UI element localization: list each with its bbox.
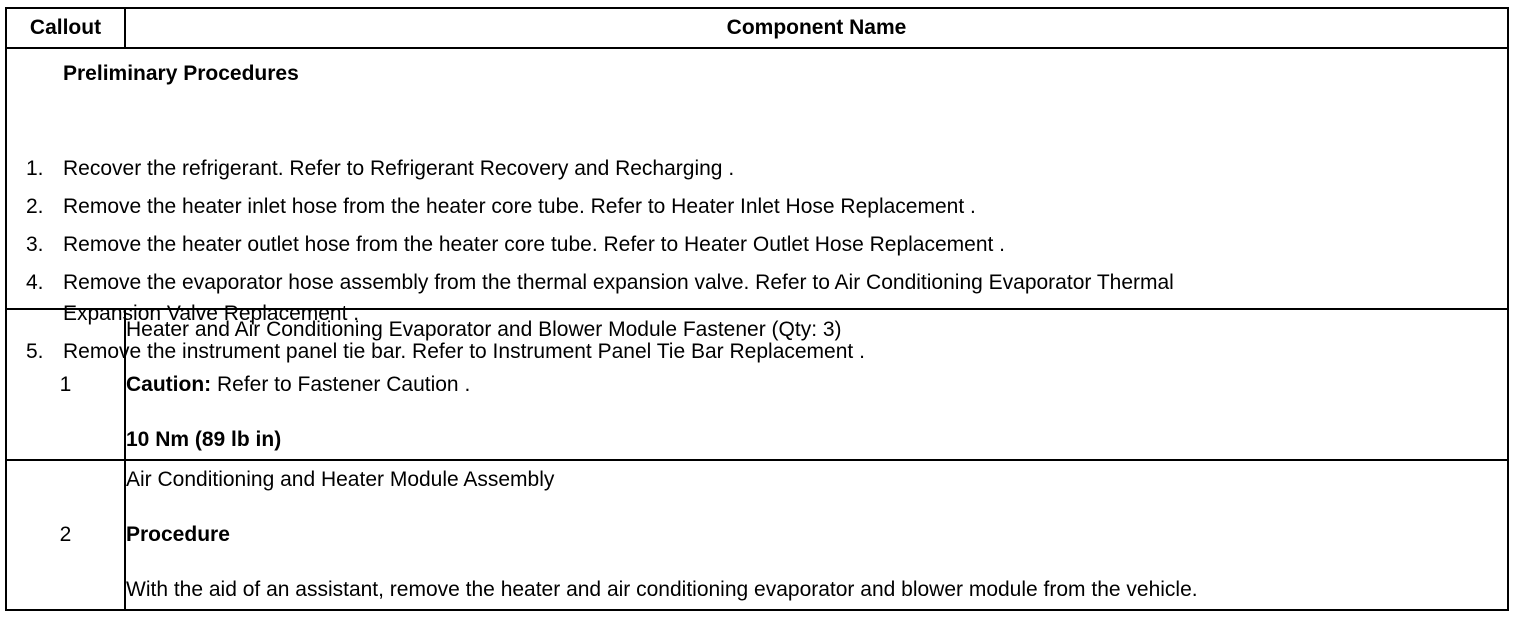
step-text: Remove the heater inlet hose from the heater core tube. Refer to Heater Inlet Hose Replacement . [63,195,976,218]
list-item [7,267,1447,329]
step-number: 4. [26,271,44,294]
table-row [6,460,1508,610]
callout-number: 2 [6,460,125,610]
step-text: Remove the heater outlet hose from the heater core tube. Refer to Heater Outlet Hose Replacement . [63,233,1006,256]
list-item [7,336,1447,367]
procedure-label: Procedure [126,523,230,546]
step-number: 2. [26,195,44,218]
list-item [7,229,1447,260]
component-name-column-header: Component Name [125,8,1508,48]
caution-note [126,373,1507,397]
step-number: 3. [26,233,44,256]
table-header-row [6,8,1508,48]
component-name: Air Conditioning and Heater Module Assembly [126,468,555,491]
callout-column-header: Callout [6,8,125,48]
step-text-line-1: Remove the evaporator hose assembly from the thermal expansion valve. Refer to Air Conditioning Evaporator Thermal [63,271,1174,294]
step-number: 5. [26,340,44,363]
torque-spec: 10 Nm (89 lb in) [126,427,282,451]
step-text-line-2: Expansion Valve Replacement . [63,302,360,325]
preliminary-title: Preliminary Procedures [63,62,299,85]
preliminary-steps-list [7,153,1447,374]
component-name: Heater and Air Conditioning Evaporator and Blower Module Fastener (Qty: 3) [126,317,842,341]
step-number: 1. [26,157,44,180]
list-item [7,191,1447,222]
component-table [5,7,1509,611]
callout-number: 1 [6,309,125,460]
step-text: Recover the refrigerant. Refer to Refrigerant Recovery and Recharging . [63,157,735,180]
component-cell [125,460,1508,610]
procedure-text: With the aid of an assistant, remove the heater and air conditioning evaporator and blower module from the vehicle. [126,578,1198,601]
caution-label: Caution: [126,372,212,396]
caution-text: Refer to Fastener Caution . [211,372,471,396]
preliminary-row [6,48,1508,309]
step-text: Remove the instrument panel tie bar. Refer to Instrument Panel Tie Bar Replacement . [63,340,865,363]
list-item [7,153,1447,184]
